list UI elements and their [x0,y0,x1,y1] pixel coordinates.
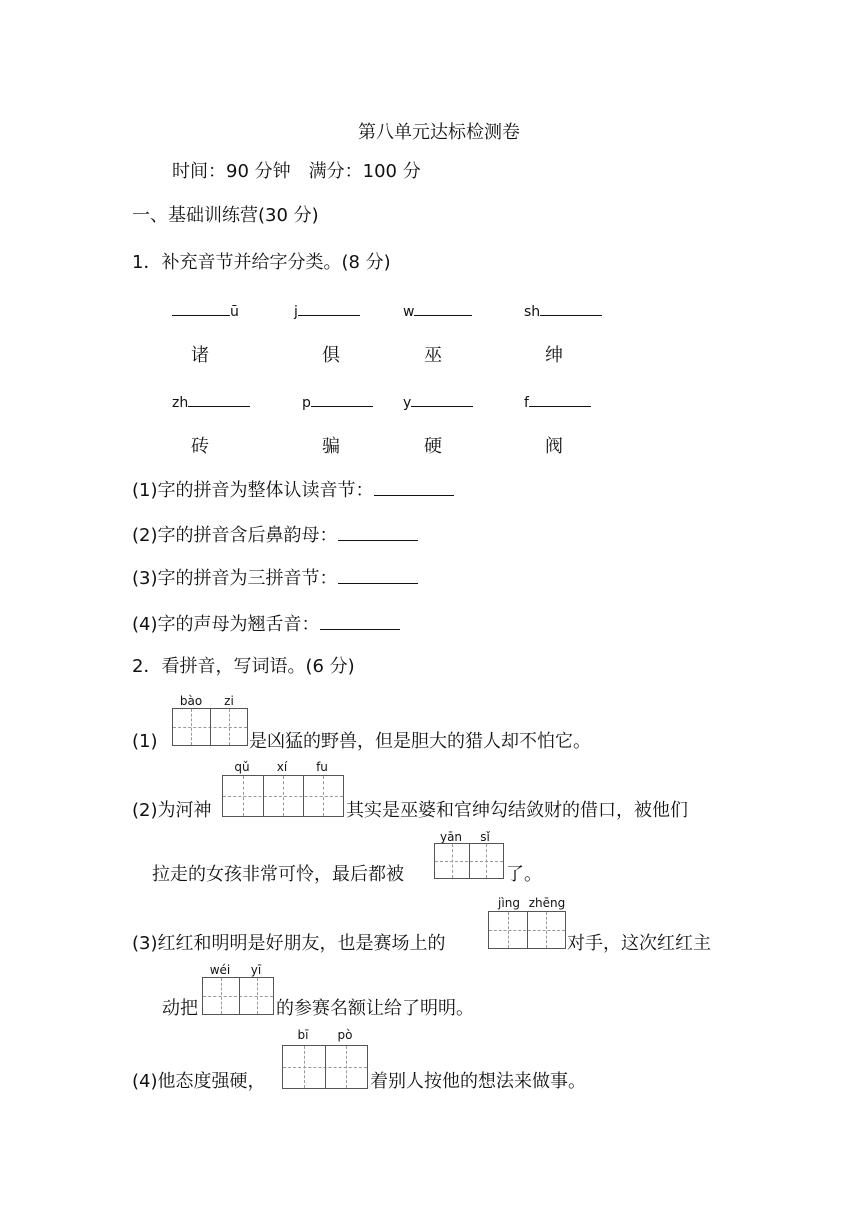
char-zhu: 诸 [191,345,209,366]
pinyin: zhēng [528,896,566,910]
tianzige-box[interactable] [434,843,504,879]
tianzige-box[interactable] [202,977,274,1015]
q1-sub-2: (2)字的拼音含后鼻韵母： [132,524,418,547]
pinyin: qǔ [234,760,250,774]
pinyin: yān [439,830,463,844]
q2-s2-suffix: 其实是巫婆和官绅勾结敛财的借口，被他们 [346,800,688,821]
answer-blank[interactable] [338,524,418,541]
syllable-fill-7[interactable]: y [403,390,473,411]
pinyin: xí [276,760,288,774]
char-ju: 俱 [322,345,340,366]
q2-s2b-suffix: 了。 [506,864,542,885]
q2-s3-prefix: (3)红红和明明是好朋友，也是赛场上的 [132,933,446,954]
page-title: 第八单元达标检测卷 [358,122,520,143]
q2-s3-suffix: 对手，这次红红主 [567,933,711,954]
syllable-fill-4[interactable]: sh [524,299,602,320]
char-fa: 阀 [545,436,563,457]
q2-s4-prefix: (4)他态度强硬， [132,1071,266,1092]
q2-s3b-prefix: 动把 [162,998,198,1019]
syllable-fill-2[interactable]: j [294,299,360,320]
syllable-fill-8[interactable]: f [524,390,591,411]
char-pian: 骗 [322,436,340,457]
section-heading: 一、基础训练营(30 分) [132,205,319,226]
char-shen: 绅 [545,345,563,366]
answer-blank[interactable] [320,613,400,630]
tianzige-box[interactable] [282,1045,368,1089]
q1-sub-4: (4)字的声母为翘舌音： [132,613,400,636]
syllable-fill-3[interactable]: w [403,299,472,320]
char-zhuan: 砖 [191,436,209,457]
syllable-fill-1[interactable]: ū [172,299,239,320]
tianzige-box[interactable] [222,775,344,817]
exam-meta: 时间：90 分钟 满分：100 分 [172,161,421,182]
char-wu: 巫 [424,345,442,366]
q1-sub-1: (1)字的拼音为整体认读音节： [132,479,454,502]
q2-s1-prefix: (1) [132,731,158,752]
pinyin: yī [250,963,262,977]
q2-s2-prefix: (2)为河神 [132,800,212,821]
q2-s3b-suffix: 的参赛名额让给了明明。 [276,998,474,1019]
q2-s2b-prefix: 拉走的女孩非常可怜，最后都被 [152,864,404,885]
pinyin: sǐ [480,830,490,844]
pinyin: bào [179,694,203,708]
q1-sub-3: (3)字的拼音为三拼音节： [132,567,418,590]
syllable-fill-6[interactable]: p [302,390,373,411]
answer-blank[interactable] [374,479,454,496]
char-ying: 硬 [424,436,442,457]
pinyin: jìng [498,896,520,910]
answer-blank[interactable] [338,567,418,584]
question-1-stem: 1．补充音节并给字分类。(8 分) [132,252,391,273]
pinyin: wéi [209,963,231,977]
q2-s4-suffix: 着别人按他的想法来做事。 [370,1071,586,1092]
pinyin: bī [297,1028,309,1042]
tianzige-box[interactable] [172,708,248,746]
pinyin: fu [316,760,328,774]
pinyin: pò [337,1028,353,1042]
syllable-fill-5[interactable]: zh [172,390,250,411]
tianzige-box[interactable] [488,911,566,949]
question-2-stem: 2．看拼音，写词语。(6 分) [132,656,355,677]
pinyin: zi [224,694,234,708]
q2-s1-suffix: 是凶猛的野兽，但是胆大的猎人却不怕它。 [249,731,591,752]
